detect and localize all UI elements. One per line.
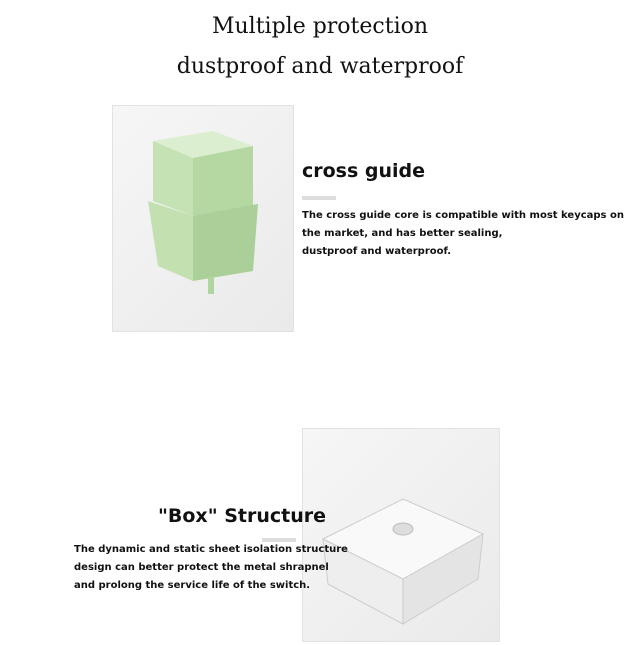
- title-line-1: Multiple protection: [211, 14, 429, 39]
- cross-guide-heading: cross guide: [302, 160, 426, 182]
- box-structure-image-panel: [302, 428, 500, 642]
- text-line: and prolong the service life of the switch.: [74, 580, 311, 591]
- white-box-switch-illustration: [303, 429, 499, 641]
- text-line: The dynamic and static sheet isolation structure: [74, 544, 348, 555]
- text-line: design can better protect the metal shrapnel: [74, 562, 329, 573]
- cross-guide-description: [302, 207, 624, 261]
- title-line-2: dustproof and waterproof: [176, 54, 464, 79]
- text-line: the market, and has better sealing,: [302, 228, 503, 239]
- text-line: The cross guide core is compatible with most keycaps on: [302, 210, 624, 221]
- box-structure-heading: "Box" Structure: [158, 505, 326, 527]
- text-line: dustproof and waterproof.: [302, 246, 452, 257]
- green-switch-stem-illustration: [113, 106, 293, 331]
- box-structure-description: [74, 541, 348, 595]
- cross-guide-image-panel: [112, 105, 294, 332]
